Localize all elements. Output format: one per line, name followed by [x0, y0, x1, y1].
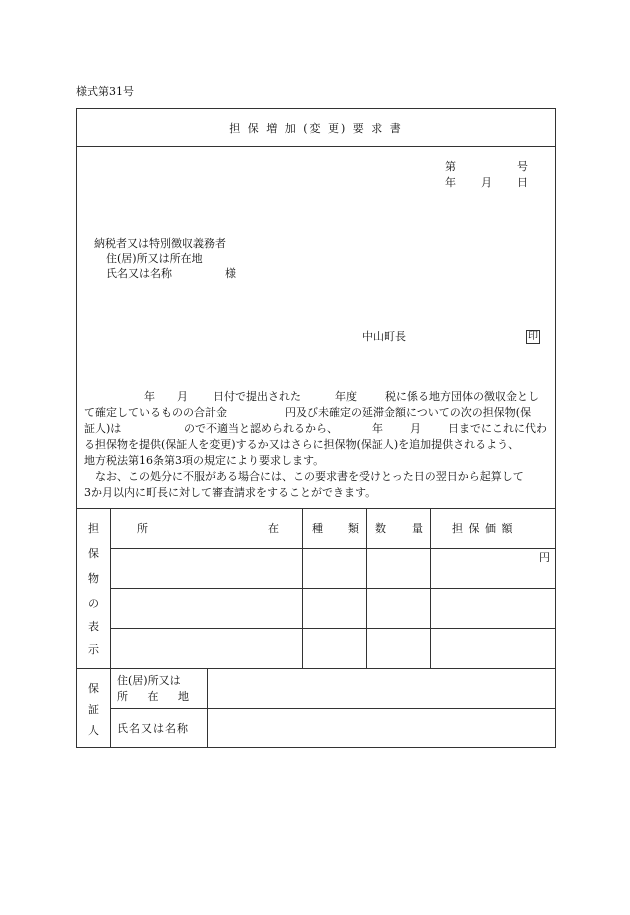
col-header-location-b: 在 — [268, 522, 279, 535]
body-l3-day: 日までにこれに代わ — [448, 422, 547, 435]
body-l3-year: 年 — [372, 422, 383, 435]
collateral-section-char-6: 示 — [88, 643, 99, 656]
body-l3-reason: ので不適当と認められるから、 — [184, 422, 338, 435]
date-day: 日 — [517, 176, 528, 189]
doc-number-dai: 第 — [445, 160, 456, 173]
collateral-section-char-4: の — [88, 597, 99, 610]
body-l2-total: て確定しているものの合計金 — [84, 406, 227, 419]
doc-number-go: 号 — [517, 160, 528, 173]
body-l1-fiscal-year: 年度 — [335, 390, 357, 403]
collateral-top-border — [76, 508, 556, 509]
guarantor-address-label-2: 所 在 地 — [117, 690, 197, 703]
collateral-section-char-2: 保 — [88, 547, 99, 560]
collateral-row-divider-2 — [110, 628, 556, 629]
col-header-location-a: 所 — [137, 522, 148, 535]
guarantor-address-label-1: 住(居)所又は — [117, 674, 181, 687]
recipient-sama: 様 — [225, 267, 236, 280]
guarantor-section-char-2: 証 — [88, 703, 99, 716]
collateral-section-char-1: 担 — [88, 522, 99, 535]
body-l3-month: 月 — [410, 422, 421, 435]
body-l2-yen: 円及び未確定の延滞金額についての次の担保物(保 — [285, 406, 532, 419]
date-year: 年 — [445, 176, 456, 189]
seal-stamp: 印 — [528, 331, 538, 342]
issuer-name: 中山町長 — [362, 330, 406, 343]
col-header-qty-a: 数 — [375, 522, 386, 535]
col-header-kind-a: 種 — [312, 522, 323, 535]
collateral-row-divider-1 — [110, 588, 556, 589]
body-l7: 3か月以内に町長に対して審査請求をすることができます。 — [84, 486, 377, 499]
page-title: 担 保 増 加 (変 更) 要 求 書 — [229, 122, 403, 135]
col-header-kind-b: 類 — [348, 522, 359, 535]
title-divider — [76, 146, 556, 147]
col-header-value: 担 保 価 額 — [452, 522, 514, 535]
collateral-header-divider — [110, 548, 556, 549]
body-l6: なお、この処分に不服がある場合には、この要求書を受けとった日の翌日から起算して — [95, 470, 524, 483]
guarantor-name-label: 氏名又は名称 — [117, 722, 189, 735]
guarantor-row-divider — [110, 708, 556, 709]
value-yen-unit: 円 — [539, 551, 550, 564]
guarantor-section-char-3: 人 — [88, 724, 99, 737]
collateral-section-char-5: 表 — [88, 620, 99, 633]
body-l1-month: 月 — [177, 390, 188, 403]
body-l4: る担保物を提供(保証人を変更)するか又はさらに担保物(保証人)を追加提供されるよう、 — [84, 438, 520, 451]
body-l1-date-text: 日付で提出された — [213, 390, 301, 403]
body-l3-guarantor: 証人)は — [84, 422, 122, 435]
guarantor-top-border — [76, 668, 556, 669]
recipient-name-label: 氏名又は名称 — [106, 267, 172, 280]
body-l1-year: 年 — [144, 390, 155, 403]
body-l5: 地方税法第16条第3項の規定により要求します。 — [84, 454, 325, 467]
guarantor-section-char-1: 保 — [88, 682, 99, 695]
collateral-section-char-3: 物 — [88, 572, 99, 585]
col-header-qty-b: 量 — [412, 522, 423, 535]
date-month: 月 — [481, 176, 492, 189]
form-number: 様式第31号 — [76, 85, 134, 98]
recipient-role: 納税者又は特別徴収義務者 — [94, 237, 226, 250]
body-l1-tax-text: 税に係る地方団体の徴収金とし — [385, 390, 539, 403]
recipient-address-label: 住(居)所又は所在地 — [106, 252, 203, 265]
